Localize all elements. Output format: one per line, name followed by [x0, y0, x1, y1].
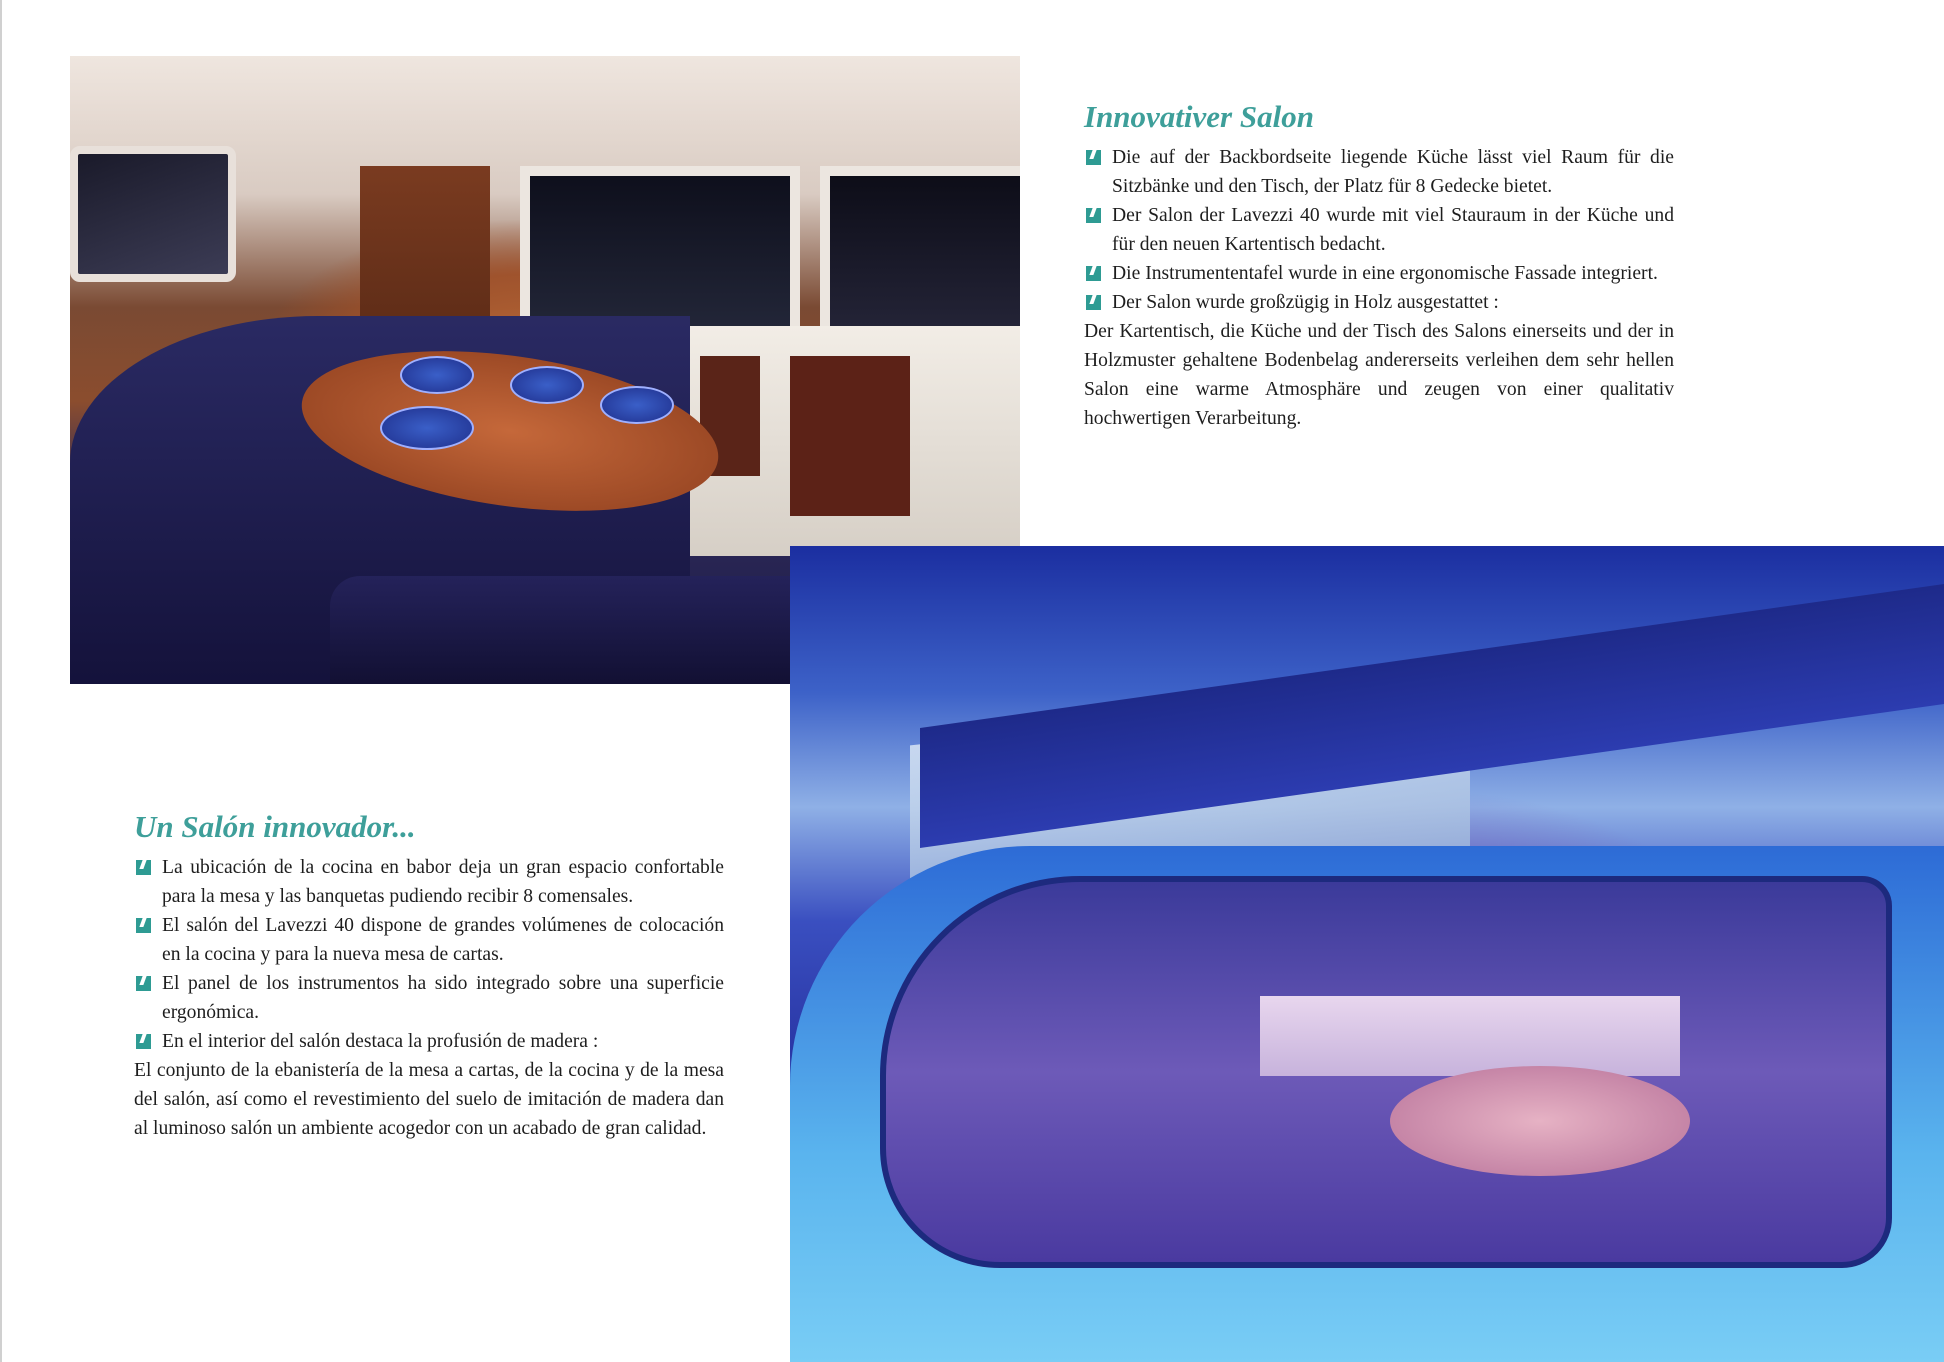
teal-square-bullet-icon — [1086, 266, 1101, 281]
list-item — [1084, 288, 1674, 317]
list-item — [1084, 259, 1674, 288]
section-title-german: Innovativer Salon — [1084, 99, 1314, 134]
list-item — [134, 1027, 724, 1056]
catamaran-exterior-photo — [790, 546, 1944, 1362]
bullet-text: El panel de los instrumentos ha sido integrado sobre una superficie ergonómica. — [162, 973, 724, 1024]
bullet-text: El salón del Lavezzi 40 dispone de grandes volúmenes de colocación en la cocina y para la nueva mesa de cartas. — [162, 915, 724, 966]
table-seen-through-window — [1390, 1066, 1690, 1176]
teal-square-bullet-icon — [1086, 295, 1101, 310]
list-item — [1084, 143, 1674, 201]
porthole-window — [70, 146, 236, 282]
teal-square-bullet-icon — [136, 918, 151, 933]
teal-square-bullet-icon — [136, 976, 151, 991]
plate — [380, 406, 474, 450]
bullet-text: Die auf der Backbordseite liegende Küche lässt viel Raum für die Sitzbänke und den Tisch, der Platz für 8 Gedecke bietet. — [1112, 147, 1674, 198]
bullet-text: Die Instrumententafel wurde in eine ergonomische Fassade integriert. — [1112, 263, 1658, 285]
teal-square-bullet-icon — [1086, 208, 1101, 223]
body-paragraph-spanish: El conjunto de la ebanistería de la mesa a cartas, de la cocina y de la mesa del salón, así como el revestimiento del suelo de imitación de madera dan al luminoso salón un ambiente acogedor con un acabado de gran calidad. — [134, 1060, 724, 1140]
list-item — [134, 911, 724, 969]
spanish-text-block — [134, 808, 724, 1143]
galley-cabinet — [790, 356, 910, 516]
galley-seen-through-window — [1260, 996, 1680, 1076]
bullet-text: En el interior del salón destaca la profusión de madera : — [162, 1031, 599, 1053]
teal-square-bullet-icon — [136, 860, 151, 875]
body-paragraph-german: Der Kartentisch, die Küche und der Tisch des Salons einerseits und der in Holzmuster gehaltene Bodenbelag andererseits verleihen dem sehr hellen Salon eine warme Atmosphäre und zeugen von einer qualitativ hochwertigen Verarbeitung. — [1084, 321, 1674, 430]
bullet-text: La ubicación de la cocina en babor deja un gran espacio confortable para la mesa y las banquetas pudiendo recibir 8 comensales. — [162, 857, 724, 908]
plate — [400, 356, 474, 394]
bullet-text: Der Salon wurde großzügig in Holz ausgestattet : — [1112, 292, 1499, 314]
bullet-text: Der Salon der Lavezzi 40 wurde mit viel Stauraum in der Küche und für den neuen Kartentisch bedacht. — [1112, 205, 1674, 256]
plate — [510, 366, 584, 404]
list-item — [134, 853, 724, 911]
list-item — [134, 969, 724, 1027]
page-edge-rule — [0, 0, 2, 1362]
bullet-list-spanish — [134, 853, 724, 1056]
list-item — [1084, 201, 1674, 259]
section-title-spanish: Un Salón innovador... — [134, 809, 416, 844]
plate — [600, 386, 674, 424]
german-text-block — [1084, 98, 1674, 433]
bullet-list-german — [1084, 143, 1674, 317]
teal-square-bullet-icon — [1086, 150, 1101, 165]
teal-square-bullet-icon — [136, 1034, 151, 1049]
side-window — [820, 166, 1020, 336]
